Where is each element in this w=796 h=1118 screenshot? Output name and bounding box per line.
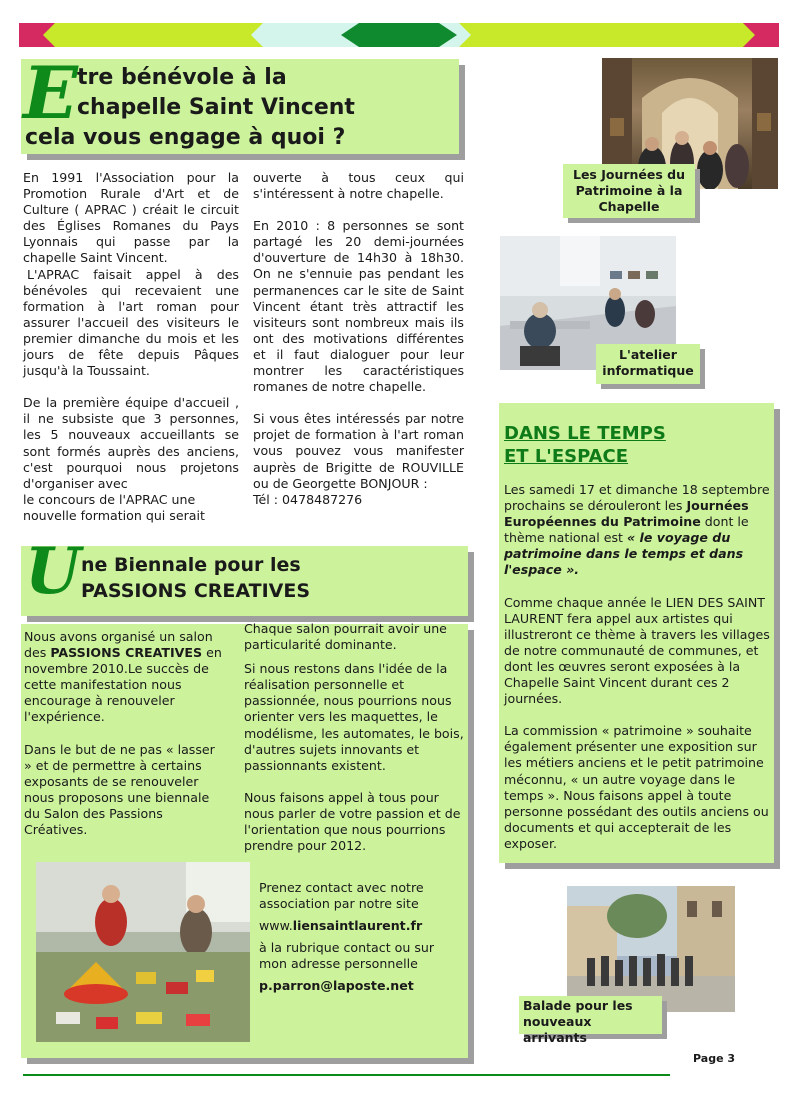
article1-title-line2: chapelle Saint Vincent [77,95,355,120]
article2-p1-post: en novembre 2010.Le succès de cette manifestation nous encourage à renouveler l'expérience. [24,645,222,725]
article2-drop-initial: U [25,534,81,609]
article2-col2-paragraph2: Si nous restons dans l'idée de la réalisation personnelle et passionnée, nous pourrions nous orienter vers les maquettes, le modélisme, les automates, le bois, d'autres sujets innovants et passionnants existent. [244,661,464,773]
article1-col1-paragraph3a: De la première équipe d'accueil , il ne subsiste que 3 personnes, les 5 nouveaux accueillants se sont formés auprès des anciens, c'est pourquoi nous projetons d'organiser avec [23,395,239,491]
article2-title-box [21,534,468,616]
header-bar-graphic [19,23,779,47]
journees-caption: Les Journées du Patrimoine à la Chapelle [563,164,695,218]
model-circus-image [36,862,250,1042]
article2-p1-bold: PASSIONS CREATIVES [50,645,203,661]
article3-paragraph3: La commission « patrimoine » souhaite également présenter une exposition sur les métiers anciens et le petit patrimoine méconnu, « un autre voyage dans le temps ». Nous faisons appel à toute personne possédant des outils anciens ou documents et qui accepterait de les exposer. [504,723,769,851]
email-link-text[interactable]: p.parron@laposte.net [259,978,414,994]
article3-paragraph2: Comme chaque année le LIEN DES SAINT LAURENT fera appel aux artistes qui illustreront ce thème à travers les villages de notre communauté de communes, et dont les œuvres seront exposées à la Chapelle Saint Vincent durant ces 2 journées. [504,594,770,707]
article3-paragraph1 [504,482,772,579]
article2-col2-paragraph1: Chaque salon pourrait avoir une particularité dominante. [244,621,447,653]
website-link-text[interactable]: liensaintlaurent.fr [292,918,423,934]
atelier-caption: L'atelier informatique [596,344,700,384]
article2-col1-paragraph2: Dans le but de ne pas « lasser » et de permettre à certains exposants de se renouveler nous proposons une biennale du Salon des Passions Créatives. [24,741,215,838]
article2-col1-paragraph1 [24,629,224,726]
walking-tour-image [567,886,735,1012]
article1-col1-paragraph3b: le concours de l'APRAC une [23,491,196,507]
page-number: Page 3 [693,1052,736,1065]
article1-drop-initial: E [23,50,78,135]
article2-column2 [244,621,466,870]
footer-rule [23,1074,670,1076]
article3-p1-bold: Journées Européennes du Patrimoine [504,498,749,530]
article3-p1-italic: « le voyage du patrimoine dans le temps et dans l'espace ». [504,530,744,578]
article1-title-box [21,50,459,154]
article2-title-line1: ne Biennale pour les [81,554,301,576]
article3-title-line2: ET L'ESPACE [504,446,629,467]
article3-p1-mid: dont le thème national est [504,514,749,546]
article1-column2 [253,170,464,508]
article3-box [499,403,774,863]
article3-body [504,482,772,868]
article1-col1-paragraph3c: nouvelle formation qui serait [23,507,205,523]
contact-intro: Prenez contact avec notre association par notre site [259,880,424,912]
article1-column1 [23,170,239,524]
email-link[interactable] [259,978,465,994]
article1-title-line1: tre bénévole à la [77,65,287,90]
article3-title-line1: DANS LE TEMPS [504,423,666,444]
contact-instructions: à la rubrique contact ou sur mon adresse personnelle [259,940,435,972]
article1-col2-paragraph1: ouverte à tous ceux qui s'intéressent à notre chapelle. [253,170,464,202]
balade-caption: Balade pour les nouveaux arrivants [519,996,662,1034]
article2-title-line2: PASSIONS CREATIVES [81,580,311,602]
article1-col1-paragraph2: L'APRAC faisait appel à des bénévoles qui recevaient une formation à l'art roman pour assurer l'accueil des visiteurs le premier dimanche du mois et les jours de fête depuis Pâques jusqu'à la Toussaint. [23,266,239,379]
header-bar [19,23,779,47]
article2-column1 [24,629,224,854]
model-circus-photo [36,862,250,1042]
contact-block [259,880,465,995]
walking-tour-photo [567,886,735,1012]
article1-title-line3: cela vous engage à quoi ? [25,125,346,150]
article3-p1-pre: Les samedi 17 et dimanche 18 septembre prochains se dérouleront les [504,482,770,514]
article1-col2-paragraph3: Si vous êtes intéressés par notre projet de formation à l'art roman vous pouvez vous manifester auprès de Brigitte de ROUVILLE ou de Georgette BONJOUR : [253,411,464,491]
website-link[interactable]: www.liensaintlaurent.fr [259,918,423,934]
article2-col2-paragraph3: Nous faisons appel à tous pour nous parler de votre passion et de l'orientation que nous pourrions prendre pour 2012. [244,789,461,854]
article2-p1-pre: Nous avons organisé un salon des [24,629,213,661]
article1-col2-paragraph2: En 2010 : 8 personnes se sont partagé les 20 demi-journées d'ouverture de 14h30 à 18h30. On ne s'ennuie pas pendant les permanences car le site de Saint Vincent étant très attractif les visiteurs sont nombreux mais ils ont des motivations différentes et il faut dialoguer pour leur montrer les caractéristiques romanes de notre chapelle. [253,218,464,395]
article1-col2-telephone: Tél : 0478487276 [253,491,363,507]
article1-col1-paragraph1: En 1991 l'Association pour la Promotion Rurale d'Art et de Culture ( APRAC ) créait le circuit des Églises Romanes du Pays Lyonnais qui passe par la chapelle Saint Vincent. [23,170,239,266]
article1-col1-paragraph3 [23,395,239,524]
